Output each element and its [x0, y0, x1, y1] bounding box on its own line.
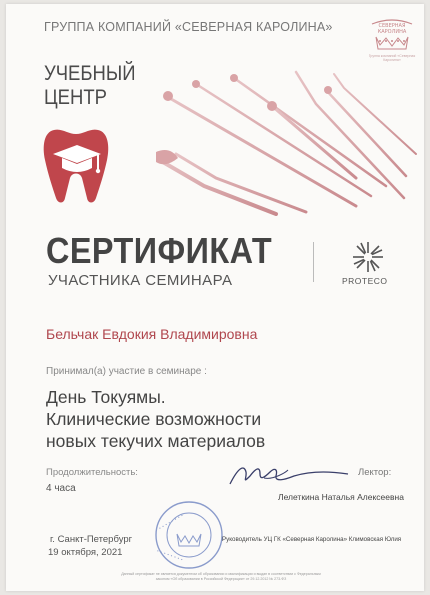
- svg-text:КАРОЛИНА: КАРОЛИНА: [377, 29, 407, 35]
- footnote: Данный сертификат не является документом об образовании и квалификации и выдан в соответствии с Федеральным законом «Об образовании в Российской Федерации» от 29.12.2012 № 273-ФЗ: [121, 572, 321, 581]
- training-center-title: [44, 62, 167, 110]
- stamp-seal: [154, 500, 224, 570]
- head-signature-line: Руководитель УЦ ГК «Северная Каролина» Климовская Юлия: [222, 536, 402, 543]
- seminar-intro: Принимал(а) участие в семинаре :: [46, 366, 207, 377]
- duration-value: 4 часа: [46, 483, 76, 494]
- group-title: ГРУППА КОМПАНИЙ «СЕВЕРНАЯ КАРОЛИНА»: [44, 20, 333, 34]
- divider: [313, 242, 314, 282]
- seminar-title-line: Клинические возможности: [46, 409, 262, 429]
- seminar-title-line: День Токуямы.: [46, 387, 166, 407]
- tooth-graduation-icon: [40, 124, 112, 206]
- svg-text:• • • • • • • •: • • • • • • • •: [157, 512, 185, 531]
- lecturer-name: Лелеткина Наталья Алексеевна: [278, 492, 404, 502]
- training-center-line2: ЦЕНТР: [44, 86, 107, 109]
- certificate-subtitle: УЧАСТНИКА СЕМИНАРА: [48, 272, 233, 289]
- seminar-title: [46, 386, 406, 452]
- certificate-sheet: [6, 4, 424, 591]
- seminar-title-line: новых текучих материалов: [46, 431, 266, 451]
- duration-label: Продолжительность:: [46, 467, 138, 478]
- city: г. Санкт-Петербург: [50, 534, 133, 545]
- date: 19 октября, 2021: [48, 547, 123, 558]
- training-center-line1: УЧЕБНЫЙ: [44, 62, 136, 85]
- lecturer-label: Лектор:: [358, 467, 392, 478]
- svg-text:• • • • • • • •: • • • • • • • •: [155, 548, 184, 563]
- lecturer-signature: [224, 458, 354, 492]
- dental-tools-illustration: [156, 66, 418, 216]
- crown-logo-icon: [368, 18, 416, 52]
- participant-name: Бельчак Евдокия Владимировна: [46, 326, 258, 342]
- logo-caption: Группа компаний «Северная Каролина»: [368, 54, 416, 62]
- certificate-title: СЕРТИФИКАТ: [46, 230, 273, 271]
- svg-text:СЕВЕРНАЯ: СЕВЕРНАЯ: [378, 23, 406, 29]
- partner-name: PROTECO: [342, 276, 388, 286]
- proteco-logo-icon: [351, 240, 385, 274]
